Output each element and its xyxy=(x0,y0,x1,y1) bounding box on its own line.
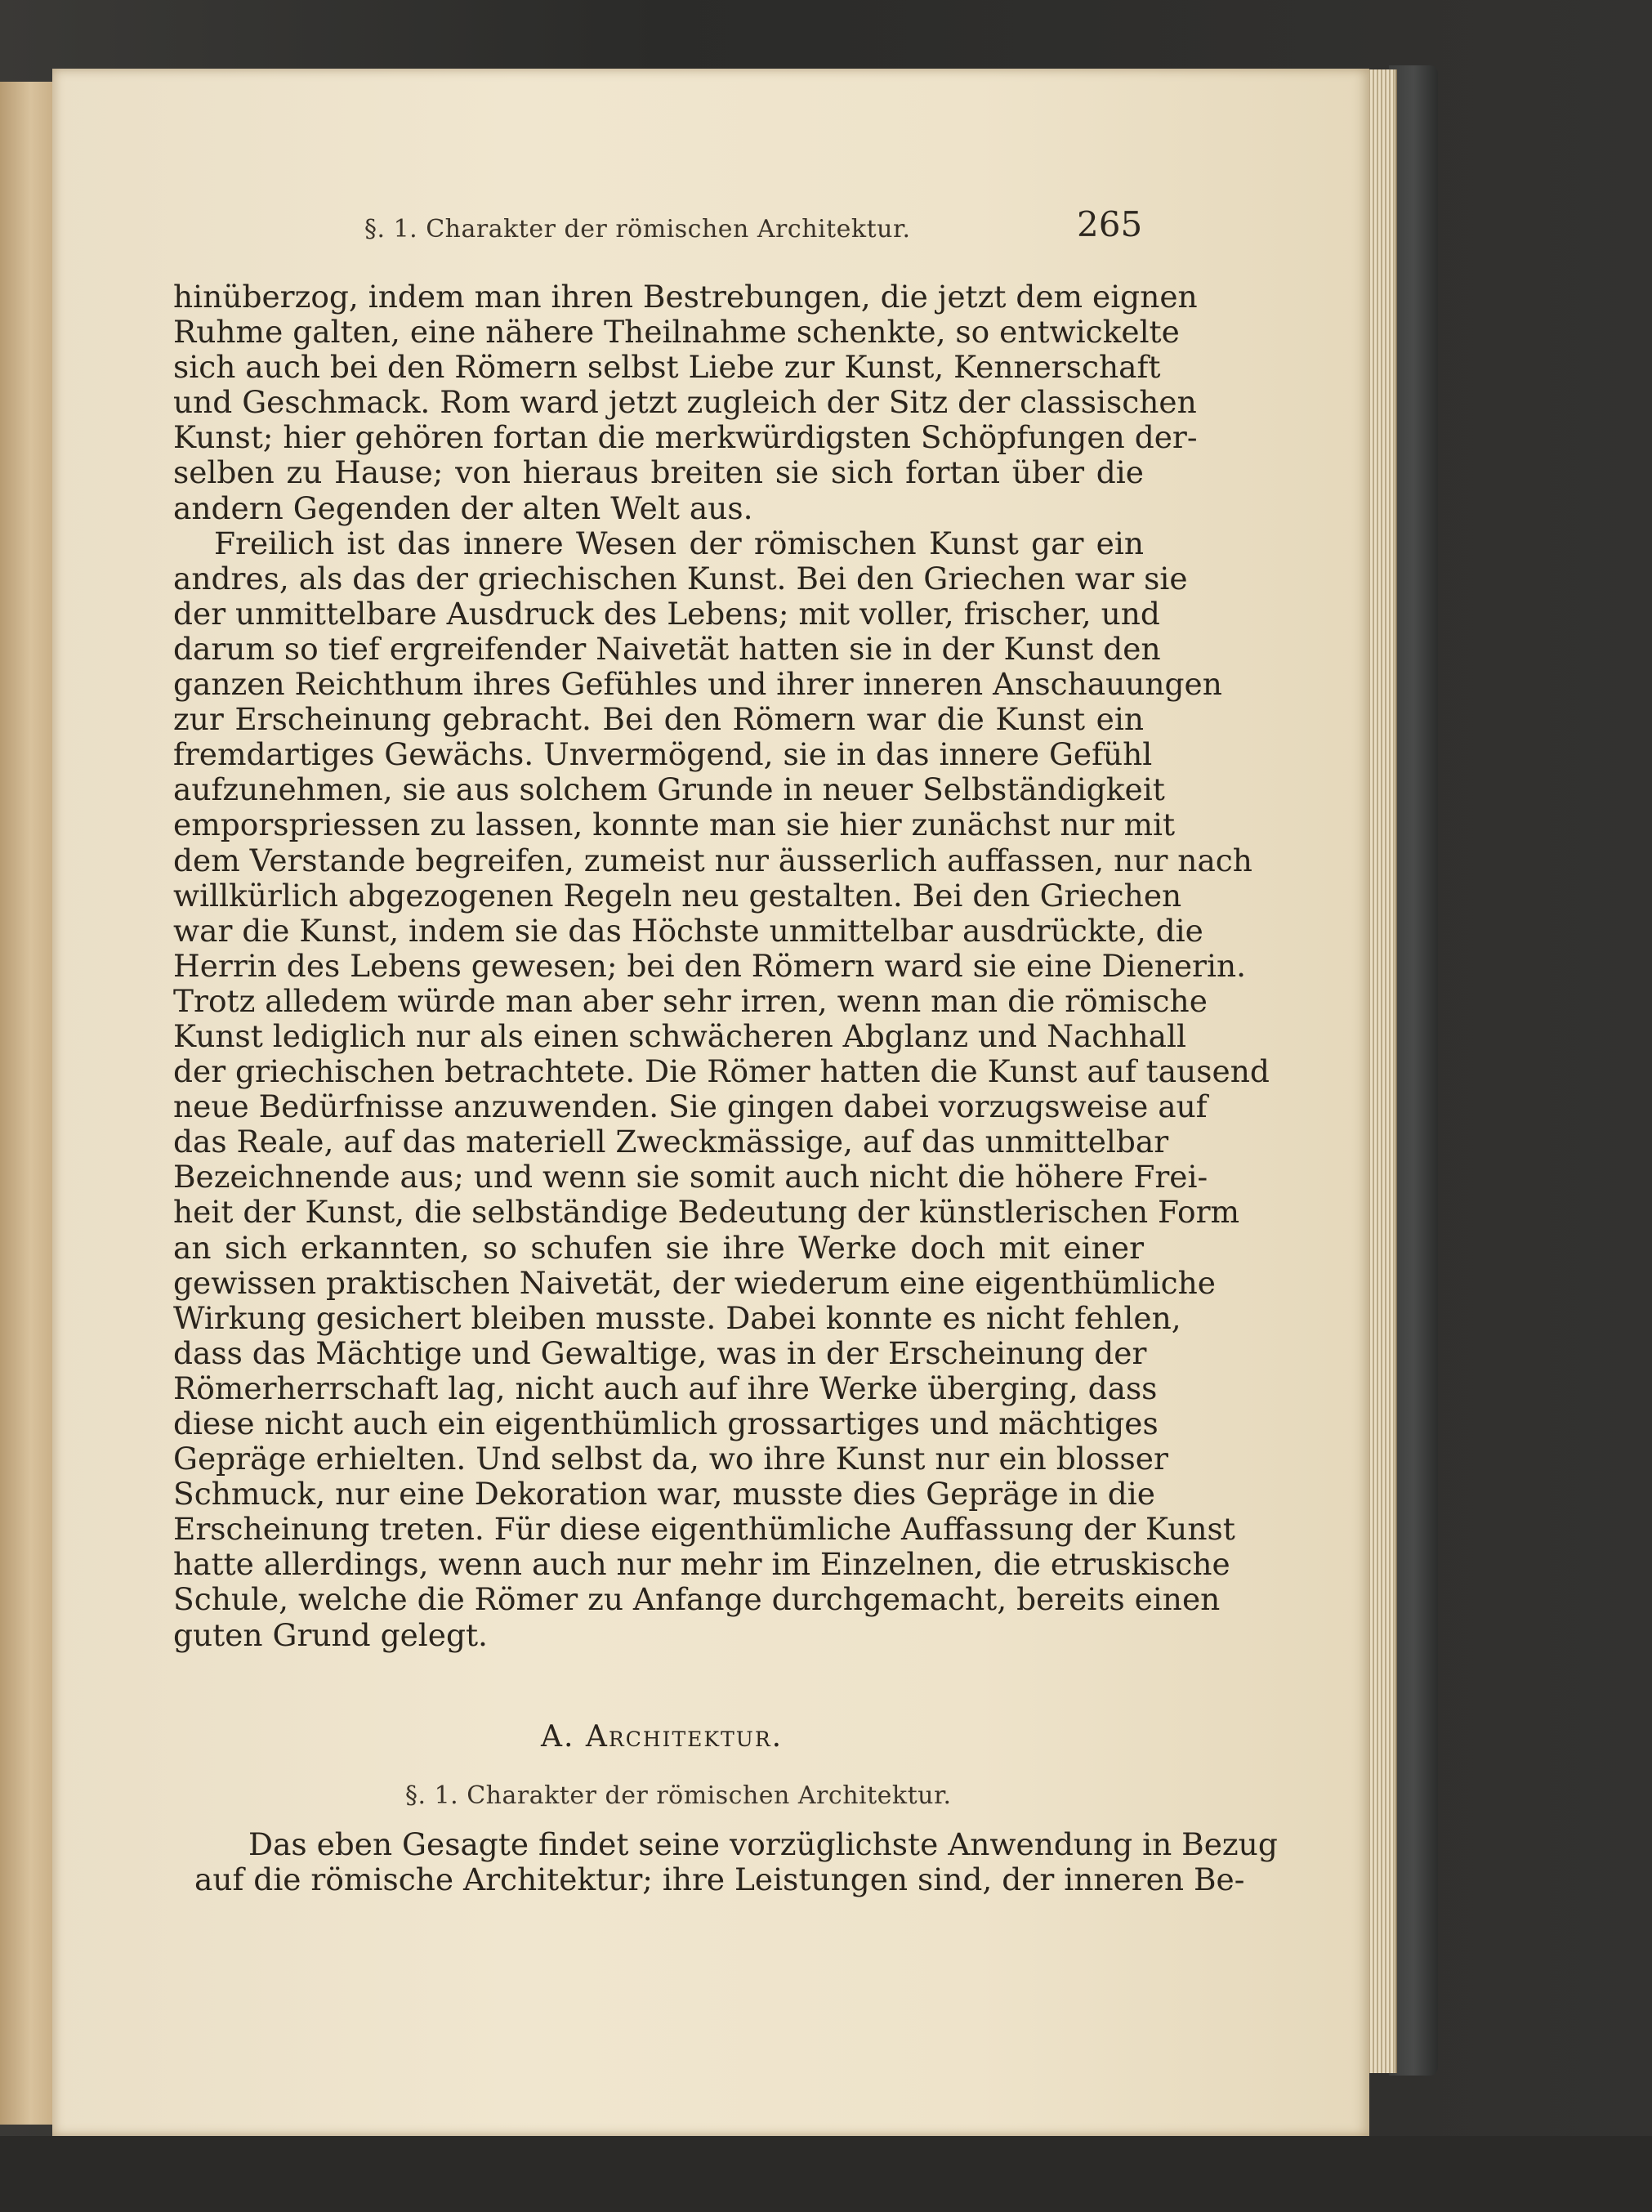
text-line: emporspriessen zu lassen, konnte man sie hier zunächst nur mit xyxy=(173,807,1176,843)
text-line: Kunst; hier gehören fortan die merkwürdigsten Schöpfungen der- xyxy=(173,419,1198,456)
text-line: Freilich ist das innere Wesen der römischen Kunst gar ein xyxy=(214,525,1144,561)
text-line: dass das Mächtige und Gewaltige, was in der Erscheinung der xyxy=(173,1334,1147,1371)
text-line: zur Erscheinung gebracht. Bei den Römern war die Kunst ein xyxy=(173,701,1144,738)
scan-bottom-strip xyxy=(0,2136,1652,2212)
text-line: ganzen Reichthum ihres Gefühles und ihrer inneren Anschauungen xyxy=(173,666,1222,703)
text-line: Gepräge erhielten. Und selbst da, wo ihre Kunst nur ein blosser xyxy=(173,1441,1168,1477)
text-line: sich auch bei den Römern selbst Liebe zur Kunst, Kennerschaft xyxy=(173,349,1161,386)
text-line: Das eben Gesagte findet seine vorzüglichste Anwendung in Bezug xyxy=(248,1826,1278,1862)
text-line: selben zu Hause; von hieraus breiten sie sich fortan über die xyxy=(173,454,1144,491)
text-line: Römerherrschaft lag, nicht auch auf ihre Werke überging, dass xyxy=(173,1370,1158,1406)
text-line: der griechischen betrachtete. Die Römer hatten die Kunst auf tausend xyxy=(173,1053,1270,1090)
text-line: aufzunehmen, sie aus solchem Grunde in neuer Selbständigkeit xyxy=(173,771,1165,808)
text-line: andres, als das der griechischen Kunst. Bei den Griechen war sie xyxy=(173,560,1188,597)
text-line: diese nicht auch ein eigenthümlich grossartiges und mächtiges xyxy=(173,1405,1159,1441)
text-line: und Geschmack. Rom ward jetzt zugleich der Sitz der classischen xyxy=(173,384,1197,421)
section-title: A. Architektur. xyxy=(541,1720,784,1754)
text-line: Ruhme galten, eine nähere Theilnahme schenkte, so entwickelte xyxy=(173,314,1180,351)
text-line: auf die römische Architektur; ihre Leistungen sind, der inneren Be- xyxy=(194,1861,1245,1897)
text-line: neue Bedürfnisse anzuwenden. Sie gingen dabei vorzugsweise auf xyxy=(173,1088,1208,1125)
text-line: hinüberzog, indem man ihren Bestrebungen, die jetzt dem eignen xyxy=(173,279,1198,315)
paragraph xyxy=(194,1826,1278,1897)
text-line: heit der Kunst, die selbständige Bedeutung der künstlerischen Form xyxy=(173,1194,1240,1231)
text-line: Trotz alledem würde man aber sehr irren, wenn man die römische xyxy=(173,982,1208,1019)
previous-page-edge xyxy=(0,82,58,2125)
text-line: Schule, welche die Römer zu Anfange durchgemacht, bereits einen xyxy=(173,1581,1221,1618)
running-head: §. 1. Charakter der römischen Architektur. xyxy=(364,215,911,244)
text-line: gewissen praktischen Naivetät, der wiederum eine eigenthümliche xyxy=(173,1264,1216,1301)
text-line: an sich erkannten, so schufen sie ihre Werke doch mit einer xyxy=(173,1229,1144,1266)
text-line: andern Gegenden der alten Welt aus. xyxy=(173,489,753,526)
text-line: Schmuck, nur eine Dekoration war, musste dies Gepräge in die xyxy=(173,1476,1155,1513)
page-edges xyxy=(1366,69,1397,2073)
text-line: der unmittelbare Ausdruck des Lebens; mit voller, frischer, und xyxy=(173,595,1160,632)
text-line: Erscheinung treten. Für diese eigenthümliche Auffassung der Kunst xyxy=(173,1511,1235,1548)
text-line: guten Grund gelegt. xyxy=(173,1616,488,1653)
subsection-title: §. 1. Charakter der römischen Architektur. xyxy=(405,1781,952,1810)
body-text xyxy=(173,279,1270,1653)
text-line: Herrin des Lebens gewesen; bei den Römern ward sie eine Dienerin. xyxy=(173,947,1247,984)
text-line: Wirkung gesichert bleiben musste. Dabei konnte es nicht fehlen, xyxy=(173,1299,1181,1336)
text-line: Bezeichnende aus; und wenn sie somit auch nicht die höhere Frei- xyxy=(173,1159,1208,1195)
text-line: darum so tief ergreifender Naivetät hatten sie in der Kunst den xyxy=(173,630,1161,667)
text-line: fremdartiges Gewächs. Unvermögend, sie in das innere Gefühl xyxy=(173,736,1153,773)
text-line: Kunst lediglich nur als einen schwächeren Abglanz und Nachhall xyxy=(173,1017,1186,1054)
text-line: war die Kunst, indem sie das Höchste unmittelbar ausdrückte, die xyxy=(173,912,1203,949)
text-line: dem Verstande begreifen, zumeist nur äusserlich auffassen, nur nach xyxy=(173,842,1252,878)
text-line: das Reale, auf das materiell Zweckmässige, auf das unmittelbar xyxy=(173,1124,1169,1160)
text-line: hatte allerdings, wenn auch nur mehr im Einzelnen, die etruskische xyxy=(173,1546,1230,1583)
page-number: 265 xyxy=(1077,204,1143,244)
text-line: willkürlich abgezogenen Regeln neu gestalten. Bei den Griechen xyxy=(173,877,1182,914)
